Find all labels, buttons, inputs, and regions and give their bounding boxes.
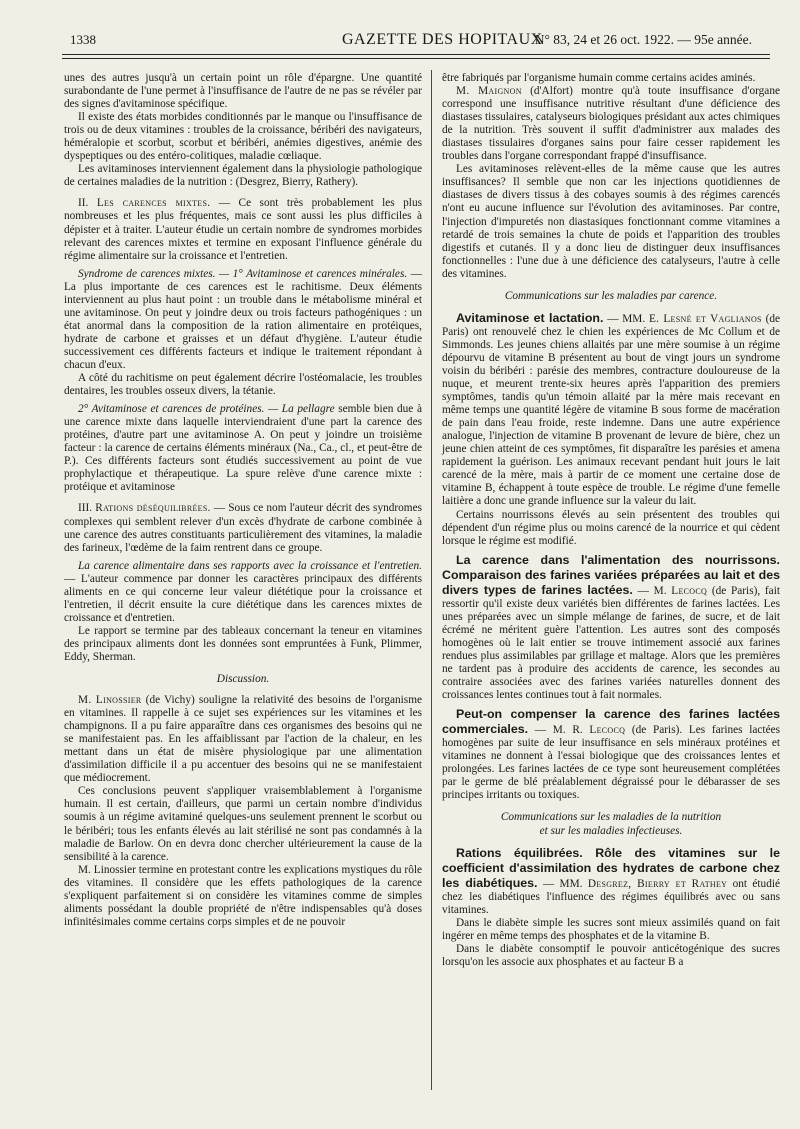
page-number: 1338 <box>70 32 96 47</box>
section-rations-desequilibrees <box>64 502 422 554</box>
section-body: — Ce sont très probablement les plus nombreuses et les plus fréquentes, mais ce sont aussi les plus difficiles à dépister et à traiter. L'auteur étudie un certain nombre de syndromes morbides relevant des carences mixtes et termine en exposant l'influence générale du régime alimentaire sur la croissance et l'entretien. <box>64 197 422 262</box>
journal-title: GAZETTE DES HOPITAUX <box>342 31 543 48</box>
speaker-body: (d'Alfort) montre qu'à toute insuffisance d'organe correspond une insuffisance nutritive résultant d'une déficience des diastases tissulaires, catalyseurs biologiques présidant aux actes chimiques de la nutrition. Très souvent il suffit d'administrer aux malades des diastases tissulaires d'organes sains pour faire cesser rapidement les troubles dans l'organe correspondant frappé d'insuffisance. <box>442 85 780 163</box>
subsection-heading: Syndrome de carences mixtes. — 1° Avitaminose et carences minérales. <box>78 267 408 280</box>
speaker-name: M. Linossier <box>78 694 142 707</box>
subsection-croissance <box>64 560 422 625</box>
paragraph: Les avitaminoses relèvent-elles de la même cause que les autres insuffisances? Il semble que non car les injections quotidiennes de diastases de divers tissus à des cobayes soumis à des régimes carencés n'ont eu aucune influence sur l'évolution des avitaminoses. Par contre, l'injection d'impuretés non diastasiques fonctionnant comme vitamines a retardé de trois semaines la chute de poids et l'apparition des troubles digestifs et cutanés. Il y a donc lieu de distinguer deux insuffisances fonctionnelles : l'une due à une déficience des catalyseurs, l'autre à celle des vitamines. <box>442 163 780 280</box>
article-title: Rations équilibrées. Rôle des vitamines sur le coefficient d'assimilation des hydrates de carbone chez les diabétiques. <box>442 845 780 890</box>
article-dash: — M. <box>632 584 672 597</box>
communications-heading: Communications sur les maladies par carence. <box>504 289 718 302</box>
article-body: (de Paris) ont renouvelé chez le chien les expériences de Mc Collum et de Simmonds. Les jeunes chiens allaités par une mère soumise à un régime dépourvu de vitamine B présentent au bout de vingt jours un syndrome voisin du béribéri : parésie des membres, contracture douloureuse de la nuque, et meurent trente-six heures après l'apparition des premiers symptômes, tandis qu'un témoin allaité par la mère mais recevant en même temps une quantité légère de vitamine B sous forme de macération de pain dans l'eau froide, reste indemne. Dans une autre expérience analogue, l'injection de vitamine B provenant de levure de bière, chez un jeune chien atteint de ces symptômes, fit disparaître les parésies et amena rapidement la guérison. Les animaux recevant pendant huit jours le lait carencé de la mère, mais à partir de ce moment une certaine dose de vitamine B, échappent à toute espèce de trouble. Le régime d'une femelle laitière a donc une grande influence sur la valeur du lait. <box>442 312 781 508</box>
article-title: Peut-on compenser la carence des farines lactées commerciales. <box>442 707 780 737</box>
paragraph: Ces conclusions peuvent s'appliquer vraisemblablement à l'organisme humain. Il est certain, d'ailleurs, que parmi un certain nombre d'individus soumis à un régime avitaminé quelques-uns seulement prennent le scorbut ou le béribéri; tous les enfants élevés au lait stérilisé ne sont pas condamnés à la maladie de Barlow. On en devra donc chercher ultérieurement la cause de la sensibilité à la carence. <box>64 785 422 863</box>
article-title: La carence dans l'alimentation des nourrissons. Comparaison des farines variées préparées au lait et des divers types de farines lactées. <box>442 552 780 597</box>
section-title: Rations déséquilibrées. <box>95 502 211 515</box>
header-rule <box>62 54 770 55</box>
paragraph: Les avitaminoses interviennent également dans la physiologie pathologique de certaines maladies de la nutrition : (Desgrez, Bierry, Rathery). <box>64 163 422 189</box>
paragraph: A côté du rachitisme on peut également décrire l'ostéomalacie, les troubles dentaires, les troubles osseux divers, la tétanie. <box>64 372 422 398</box>
article-dash: — M. R. <box>528 724 590 737</box>
article-rations-equilibrees <box>442 846 780 917</box>
subsection-body: — La plus importante de ces carences est le rachitisme. Deux éléments interviennent au plus haut point : un trouble dans le métabolisme minéral et une avitaminose. On peut y joindre deux ou trois facteurs pathogéniques : un état anormal dans la composition de la ration alimentaire en protéiques, hydrate de carbone et graisses et un défaut d'hygiène. L'auteur étudie successivement ces différents facteurs et indique le traitement répondant à chacun d'eux. <box>64 267 423 371</box>
article-authors: E. Lesné et Vaglianos <box>648 312 762 325</box>
section-body: — Sous ce nom l'auteur décrit des syndromes complexes qui semblent relever d'un excès d'hydrate de carbone combinée à une carence des autres constituants particulièrement des vitamines, la maladie des farineux, l'œdème de la faim rentrent dans ce groupe. <box>64 502 422 554</box>
speaker-name: M. Maignon <box>456 85 522 98</box>
paragraph: être fabriqués par l'organisme humain comme certains acides aminés. <box>442 72 756 84</box>
section-number: III. <box>78 502 93 515</box>
subsection-pellagre <box>64 403 422 494</box>
communications-heading-2: Communications sur les maladies de la nutrition <box>500 811 722 824</box>
column-divider <box>431 70 432 1090</box>
discussion-maignon <box>442 85 780 163</box>
issue-info: N° 83, 24 et 26 oct. 1922. — 95e année. <box>534 32 752 47</box>
paragraph: Dans le diabète consomptif le pouvoir anticétogénique des sucres lorsqu'on les associe aux phosphates et au facteur B a <box>442 942 780 968</box>
paragraph: Le rapport se termine par des tableaux concernant la teneur en vitamines des principaux aliments dont les données sont empruntées à Funk, Plimmer, Eddy, Sherman. <box>64 624 422 663</box>
article-authors: Desgrez, Bierry et Rathey <box>587 877 728 890</box>
subsection-heading: 2° Avitaminose et carences de protéines. — La pellagre <box>78 403 335 416</box>
article-body: (de Paris). Les farines lactées homogènes par suite de leur insuffisance en sels minéraux protéines et vitamines ne donnent à l'essai biologique que des croissances lentes et prolongées. Les farines lactées de ce type sont heureusement complétées par le germe de blé préalablement dégraissé pour le débarasser de ses principes irritants ou toxiques. <box>442 724 780 802</box>
subsection-body: — L'auteur commence par donner les caractères principaux des différents aliments en ce qui concerne leur valeur diététique pour la croissance et l'entretien, il décrit ensuite la cure diététique dans les carences mixtes de croissance et d'entretien. <box>64 572 422 624</box>
section-carences-mixtes <box>64 197 422 262</box>
article-avitaminose-lactation <box>442 311 780 509</box>
article-title: Avitaminose et lactation. <box>456 310 604 325</box>
header-rule-thin <box>62 58 770 59</box>
subsection-heading: La carence alimentaire dans ses rapports avec la croissance et l'entretien. <box>78 559 422 572</box>
discussion-heading: Discussion. <box>216 673 270 686</box>
article-dash: — MM. <box>603 312 649 325</box>
article-authors: Lecocq <box>671 584 708 597</box>
paragraph: Dans le diabète simple les sucres sont mieux assimilés quand on fait ingérer en même temps des phosphates et de la vitamine B. <box>442 916 780 942</box>
speaker-body: (de Vichy) souligne la relativité des besoins de l'organisme en vitamines. Il rappelle à ce sujet ses expériences sur les vitamines et les champignons. Il a pu faire apparaître dans ces organismes des besoins qui ne se manifestaient pas. En les affaiblissant par l'action de la chaleur, en les mettant dans un état de misère physiologique par une alimentation d'assimilation difficile il a pu accentuer des besoins qui ne se manifestaient que médiocrement. <box>64 694 422 785</box>
subsection-body: semble bien due à une carence mixte dans laquelle interviendraient d'une part la carence des protéines, d'autre part une avitaminose A. On peut y joindre un troisième facteur : la carence de certains éléments minéraux (Na., Ca., cl., et peut-être de P.). Ces différents facteurs sont étudiés successivement au point de vue prophylactique et thérapeutique. La spure relève d'une carence mixte : protéique et avitaminose <box>64 403 422 494</box>
article-body: (de Paris), fait ressortir qu'il existe deux variétés bien différentes de farines lactées. Les unes préparées avec un simple mélange de farines, de sucre, et de lait écrémé ne méritent guère l'attention. Les autres sont des composés homogènes où le lait entier se trouve intimement associé aux farines rendues plus assimilables par grillage et maltage. Alors que les premières ne tardent pas à produire des accidents de carence, les secondes au contraire associées avec des farines variées naturelles donnent des croissances lentes continues tout à fait normales. <box>442 584 780 702</box>
article-dash: — MM. <box>537 877 588 890</box>
subsection-avitaminose-minerales <box>64 268 422 372</box>
communications-heading-2b: et sur les maladies infectieuses. <box>539 824 683 837</box>
article-authors: Lecocq <box>589 724 626 737</box>
article-farines-lactees <box>442 707 780 802</box>
discussion-linossier <box>64 694 422 785</box>
paragraph: Certains nourrissons élevés au sein présentent des troubles qui dépendent d'un régime plus ou moins carencé de la nourrice et qui cèdent lorsque le régime est modifié. <box>442 508 780 547</box>
page-header <box>56 30 778 52</box>
article-carence-nourrissons <box>442 553 780 703</box>
section-number: II. <box>78 197 89 210</box>
paragraph: Il existe des états morbides conditionnés par le manque ou l'insuffisance de trois ou de deux vitamines : troubles de la croissance, béribéri des navigateurs, héméralopie et scorbut, scorbut et béribéri, anémies digestives, anémie des dyspeptiques ou des entéro-colitiques, maladie cœliaque. <box>64 111 422 163</box>
left-column <box>64 72 422 929</box>
paragraph: M. Linossier termine en protestant contre les explications mystiques du rôle des vitamines. Il considère que les effets pathologiques de la carence s'expliquent parfaitement si on considère les vitamines comme de simples aliments possédant la double propriété de n'être indispensables qu'à doses infinitésimales comme certains corps simples et de ne pouvoir <box>64 863 422 928</box>
section-title: Les carences mixtes. <box>96 197 211 210</box>
article-body: ont étudié chez les diabétiques l'influence des régimes équilibrés avec ou sans vitamines. <box>442 877 780 916</box>
right-column <box>442 72 780 969</box>
paragraph: unes des autres jusqu'à un certain point un rôle d'épargne. Une quantité surabondante de l'une permet à l'insuffisance de l'autre de ne pas se révéler par des signes d'avitaminose spécifique. <box>64 72 422 111</box>
